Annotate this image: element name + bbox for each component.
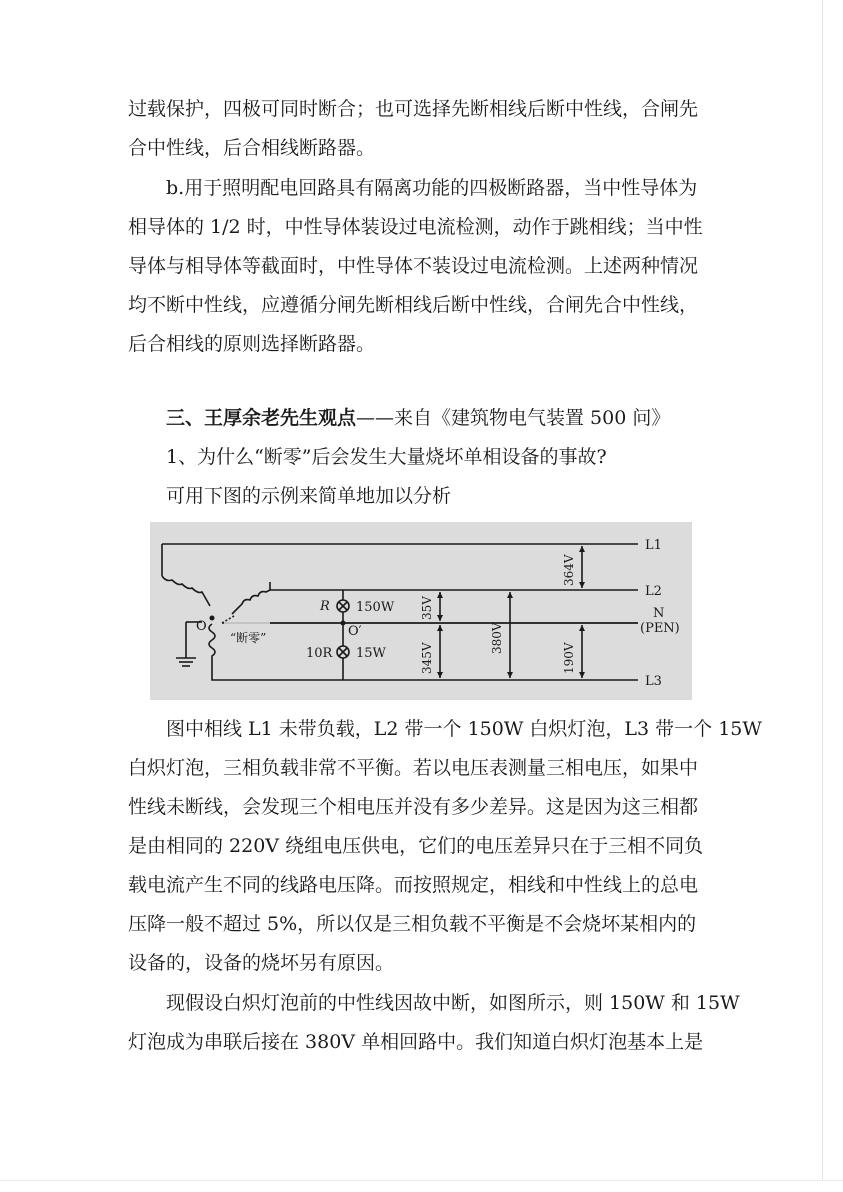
winding-a (162, 576, 210, 606)
label-364v: 364V (562, 554, 576, 586)
label-R: R (320, 599, 330, 614)
text-line: 相导体的 1/2 时，中性导体装设过电流检测，动作于跳相线；当中性 (128, 216, 703, 238)
section-heading-bold: 三、王厚余老先生观点 (166, 407, 357, 429)
label-L2: L2 (645, 584, 662, 599)
question-line: 1、为什么“断零”后会发生大量烧坏单相设备的事故? (166, 446, 607, 468)
circuit-diagram-svg (150, 522, 692, 700)
label-380v: 380V (490, 622, 504, 654)
label-PEN: (PEN) (640, 621, 680, 636)
text-line: 现假设白炽灯泡前的中性线因故中断，如图所示，则 150W 和 15W (166, 992, 740, 1014)
node-O-prime (341, 621, 346, 626)
label-190v: 190V (562, 642, 576, 674)
text-line: 灯泡成为串联后接在 380V 单相回路中。我们知道白炽灯泡基本上是 (128, 1031, 704, 1053)
paragraph-analysis (128, 710, 762, 983)
paragraph-overload-protection (128, 90, 720, 168)
text-line: 载电流产生不同的线路电压降。而按照规定，相线和中性线上的总电 (128, 874, 699, 896)
intro-line: 可用下图的示例来简单地加以分析 (166, 485, 452, 507)
broken-neutral-switch (222, 616, 234, 623)
paragraph-four-pole-breaker (128, 169, 720, 364)
page-edge-bottom (0, 1180, 843, 1181)
text-line: 设备的，设备的烧坏另有原因。 (128, 952, 395, 974)
label-L3: L3 (645, 674, 662, 689)
section-heading-source: ——来自《建筑物电气装置 500 问》 (356, 407, 671, 429)
label-10R: 10R (306, 646, 333, 661)
text-line: 白炽灯泡，三相负载非常不平衡。若以电压表测量三相电压，如果中 (128, 757, 699, 779)
text-line: 性线未断线，会发现三个相电压并没有多少差异。这是因为这三相都 (128, 796, 699, 818)
text-line: 均不断中性线，应遵循分闸先断相线后断中性线，合闸先合中性线， (128, 294, 699, 316)
text-line: 压降一般不超过 5%，所以仅是三相负载不平衡是不会烧坏某相内的 (128, 913, 697, 935)
text-line: 后合相线的原则选择断路器。 (128, 333, 376, 355)
winding-c (209, 624, 222, 680)
winding-b (232, 582, 270, 614)
label-345v: 345V (420, 642, 434, 674)
section-heading (166, 403, 670, 430)
text-line: 过载保护，四极可同时断合；也可选择先断相线后断中性线，合闸先 (128, 98, 699, 120)
text-line: 合中性线，后合相线断路器。 (128, 137, 376, 159)
label-L1: L1 (645, 538, 662, 553)
label-O-prime: O′ (348, 624, 362, 639)
circuit-diagram (150, 522, 692, 700)
text-line: 导体与相导体等截面时，中性导体不装设过电流检测。上述两种情况 (128, 255, 699, 277)
text-line: 图中相线 L1 未带负载，L2 带一个 150W 白炽灯泡，L3 带一个 15W (166, 718, 762, 740)
paragraph-broken-neutral (128, 984, 740, 1062)
label-N: N (653, 606, 665, 621)
label-35v: 35V (420, 596, 434, 620)
text-line: 是由相同的 220V 绕组电压供电，它们的电压差异只在于三相不同负 (128, 835, 704, 857)
label-15w: 15W (356, 646, 386, 661)
label-150w: 150W (356, 600, 395, 615)
text-line: b.用于照明配电回路具有隔离功能的四极断路器，当中性导体为 (166, 177, 698, 199)
node-O (210, 616, 215, 621)
label-broken-neutral: “断零” (230, 631, 267, 645)
page-edge-right (822, 0, 823, 1180)
label-O: O (196, 619, 207, 634)
